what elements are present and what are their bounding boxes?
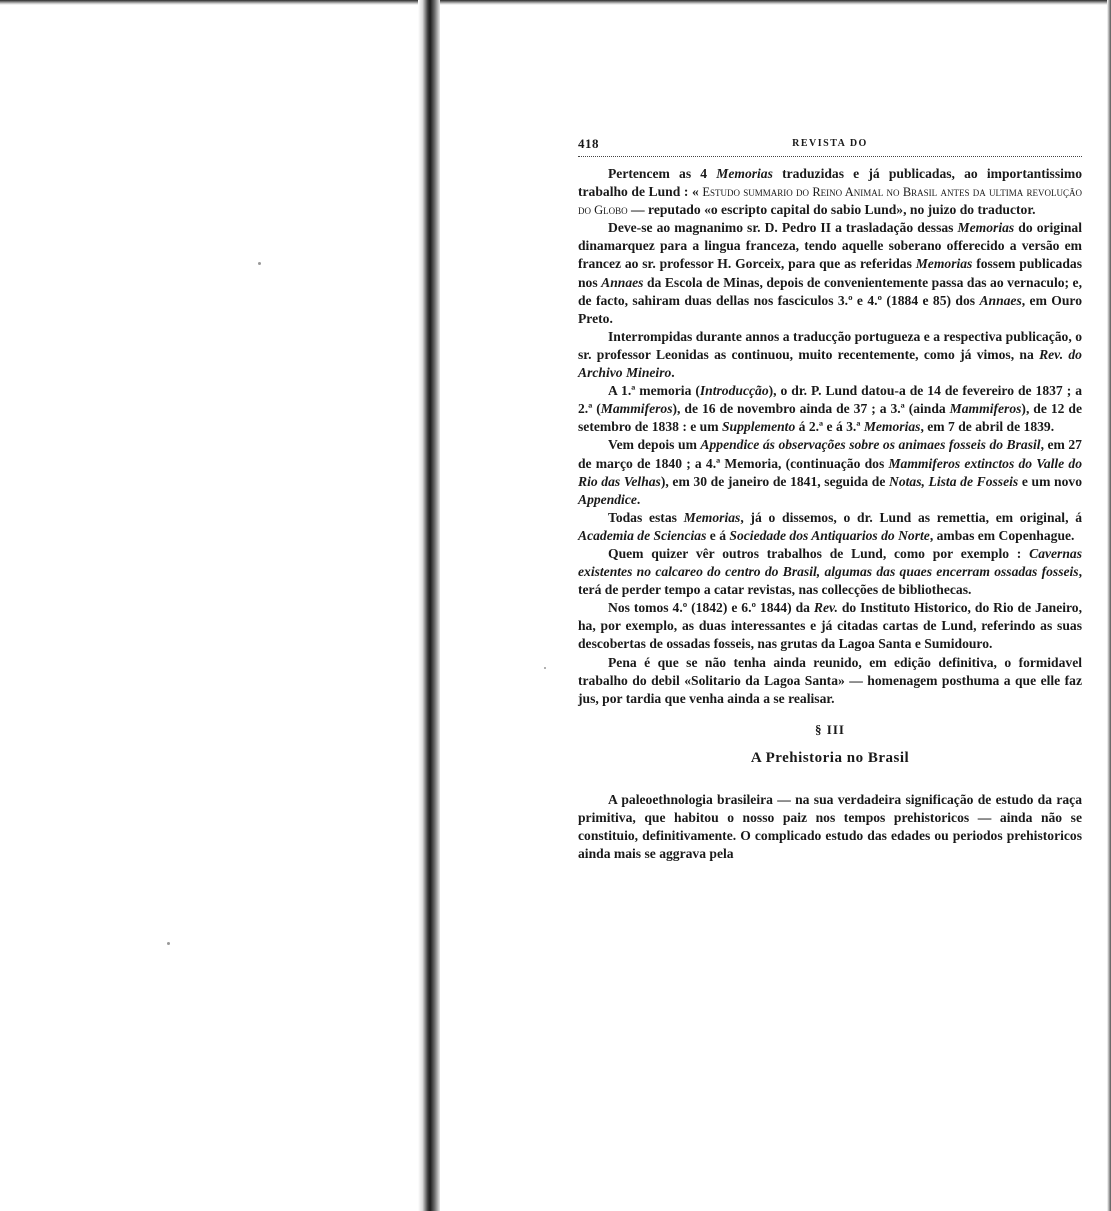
italic-text: Memorias bbox=[915, 256, 973, 272]
italic-text: Rev. bbox=[813, 600, 838, 616]
italic-text: Memorias bbox=[957, 220, 1015, 236]
page-top-edge-shadow bbox=[0, 0, 1111, 5]
italic-text: Academia de Sciencias bbox=[578, 527, 707, 543]
paragraph: Pena é que se não tenha ainda reunido, em edição definitiva, o formidavel trabalho do debil «Solitario da Lagoa Santa» — homenagem posthuma a que elle faz jus, por tardia que venha ainda a se realisar. bbox=[578, 654, 1082, 706]
paragraph: A 1.ª memoria (Introducção), o dr. P. Lund datou-a de 14 de fevereiro de 1837 ; a 2.ª (Mammiferos), de 16 de novembro ainda de 37 ; a 3.ª (ainda Mammiferos), de 12 de setembro de 1838 : e um Supplemento á 2.ª e á 3.ª Memorias, em 7 de abril de 1839. bbox=[578, 383, 1083, 435]
paragraph: Quem quizer vêr outros trabalhos de Lund, como por exemplo : Cavernas existentes no calcareo do centro do Brasil, algumas das quaes encerram ossadas fosseis, terá de perder tempo a catar revistas, nas collecções de bibliothecas. bbox=[578, 545, 1082, 598]
italic-text: Memorias bbox=[683, 509, 741, 525]
page-number: 418 bbox=[578, 136, 599, 151]
header-rule bbox=[578, 156, 1082, 157]
italic-text: Annaes bbox=[979, 292, 1022, 308]
paragraph: Nos tomos 4.º (1842) e 6.º 1844) da Rev. do Instituto Historico, do Rio de Janeiro, ha, por exemplo, as duas interessantes e já citadas cartas de Lund, referindo as suas descobertas de ossadas fosseis, nas grutas da Lagoa Santa e Sumidouro. bbox=[578, 600, 1082, 652]
paragraph: Vem depois um Appendice ás observações sobre os animaes fosseis do Brasil, em 27 de março de 1840 ; a 4.ª Memoria, (continuação dos Mammiferos extinctos do Valle do Rio das Velhas), em 30 de janeiro de 1841, seguida de Notas, Lista de Fosseis e um novo Appendice. bbox=[578, 437, 1083, 507]
section-mark: § III bbox=[815, 721, 845, 737]
italic-text: Introducção bbox=[699, 383, 769, 399]
italic-text: Memorias bbox=[716, 166, 773, 181]
small-caps-text: Estudo summario do Reino Animal no Brasil antes da ultima revolução do Globo bbox=[578, 185, 1082, 218]
book-spine-gutter bbox=[418, 0, 440, 1211]
paragraph: Todas estas Memorias, já o dissemos, o dr. Lund as remettia, em original, á Academia de Sciencias e á Sociedade dos Antiquarios do Norte, ambas em Copenhague. bbox=[578, 509, 1083, 543]
italic-text: Appendice bbox=[578, 491, 637, 507]
italic-text: Mammiferos extinctos do Valle do Rio das Velhas bbox=[578, 455, 1083, 489]
italic-text: Mammiferos bbox=[949, 401, 1022, 417]
italic-text: Cavernas existentes no calcareo do centro do Brasil, algumas das quaes encerram ossadas fosseis bbox=[578, 545, 1082, 580]
body-text bbox=[578, 165, 1082, 708]
paragraph: Interrompidas durante annos a traducção portugueza e a respectiva publicação, o sr. professor Leonidas as continuou, muito recentemente, como já vimos, na Rev. do Archivo Mineiro. bbox=[578, 328, 1082, 381]
italic-text: Sociedade dos Antiquarios do Norte bbox=[729, 527, 930, 543]
paragraph: Deve-se ao magnanimo sr. D. Pedro II a trasladação dessas Memorias do original dinamarquez para a lingua franceza, tendo aquelle soberano offerecido a versão em francez ao sr. professor H. Gorceix, para que as referidas Memorias fossem publicadas nos Annaes da Escola de Minas, depois de convenientemente passa das ao vernaculo; e, de facto, sahiram duas dellas nos fasciculos 3.º e 4.º (1884 e 85) dos Annaes, em Ouro Preto. bbox=[578, 220, 1083, 326]
page-right-edge-shadow bbox=[1107, 0, 1111, 1211]
page-header bbox=[578, 132, 1082, 154]
paper-speck bbox=[167, 942, 170, 945]
italic-text: Annaes bbox=[601, 274, 644, 290]
italic-text: Memorias bbox=[863, 419, 921, 435]
paper-speck bbox=[544, 667, 546, 669]
paragraph: Pertencem as 4 Memorias traduzidas e já publicadas, ao importantissimo trabalho de Lund : « Estudo summario do Reino Animal no Brasil antes da ultima revolução do Globo — reputado «o escripto capital do sabio Lund», no juizo do traductor. bbox=[578, 166, 1083, 218]
paragraph: A paleoethnologia brasileira — na sua verdadeira significação de estudo da raça primitiva, que habitou o nosso paiz nos tempos prehistoricos — ainda não se constituio, definitivamente. O complicado estudo das edades ou periodos prehistoricos ainda mais se aggrava pela bbox=[578, 791, 1082, 862]
italic-text: Notas, Lista de Fosseis bbox=[889, 473, 1019, 489]
body-text bbox=[578, 791, 1082, 863]
paper-speck bbox=[258, 262, 261, 265]
italic-text: Mammiferos bbox=[600, 401, 673, 417]
italic-text: Rev. do Archivo Mineiro bbox=[578, 346, 1082, 381]
italic-text: Supplemento bbox=[721, 419, 796, 435]
italic-text: Appendice ás observações sobre os animaes fosseis do Brasil bbox=[700, 437, 1041, 453]
running-title: REVISTA DO bbox=[792, 138, 868, 149]
section-title: A Prehistoria no Brasil bbox=[750, 749, 910, 766]
book-page bbox=[578, 132, 1082, 863]
